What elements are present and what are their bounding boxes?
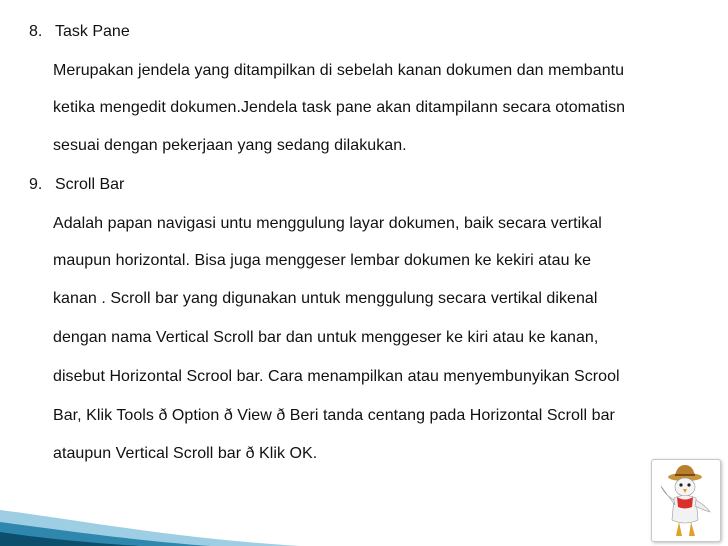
item-9-line-3: kanan . Scroll bar yang digunakan untuk menggulung secara vertikal dikenal (53, 290, 598, 307)
item-8-line-3: sesuai dengan pekerjaan yang sedang dilakukan. (53, 137, 407, 154)
mascot-frame (651, 459, 721, 542)
item-8-heading (29, 22, 130, 42)
item-9-heading (29, 175, 124, 195)
cartoon-chicken-with-hat-icon (652, 460, 720, 541)
item-8-number: 8. (29, 23, 43, 40)
item-8-line-2: ketika mengedit dokumen.Jendela task pane akan ditampilann secara otomatisn (53, 99, 626, 116)
item-9-title: Scroll Bar (55, 176, 125, 193)
item-9-line-6: Bar, Klik Tools ð Option ð View ð Beri tanda centang pada Horizontal Scroll bar (53, 407, 615, 424)
item-8-line-1: Merupakan jendela yang ditampilkan di sebelah kanan dokumen dan membantu (53, 62, 625, 79)
item-9-line-5: disebut Horizontal Scrool bar. Cara menampilkan atau menyembunyikan Scrool (53, 368, 620, 385)
item-9-number: 9. (29, 176, 43, 193)
item-9-line-1: Adalah papan navigasi untu menggulung layar dokumen, baik secara vertikal (53, 215, 602, 232)
item-8-title: Task Pane (55, 23, 130, 40)
item-9-line-7: ataupun Vertical Scroll bar ð Klik OK. (53, 445, 318, 462)
item-9-line-4: dengan nama Vertical Scroll bar dan untuk menggeser ke kiri atau ke kanan, (53, 329, 599, 346)
item-9-line-2: maupun horizontal. Bisa juga menggeser lembar dokumen ke kekiri atau ke (53, 252, 592, 269)
decorative-wave (0, 480, 728, 546)
